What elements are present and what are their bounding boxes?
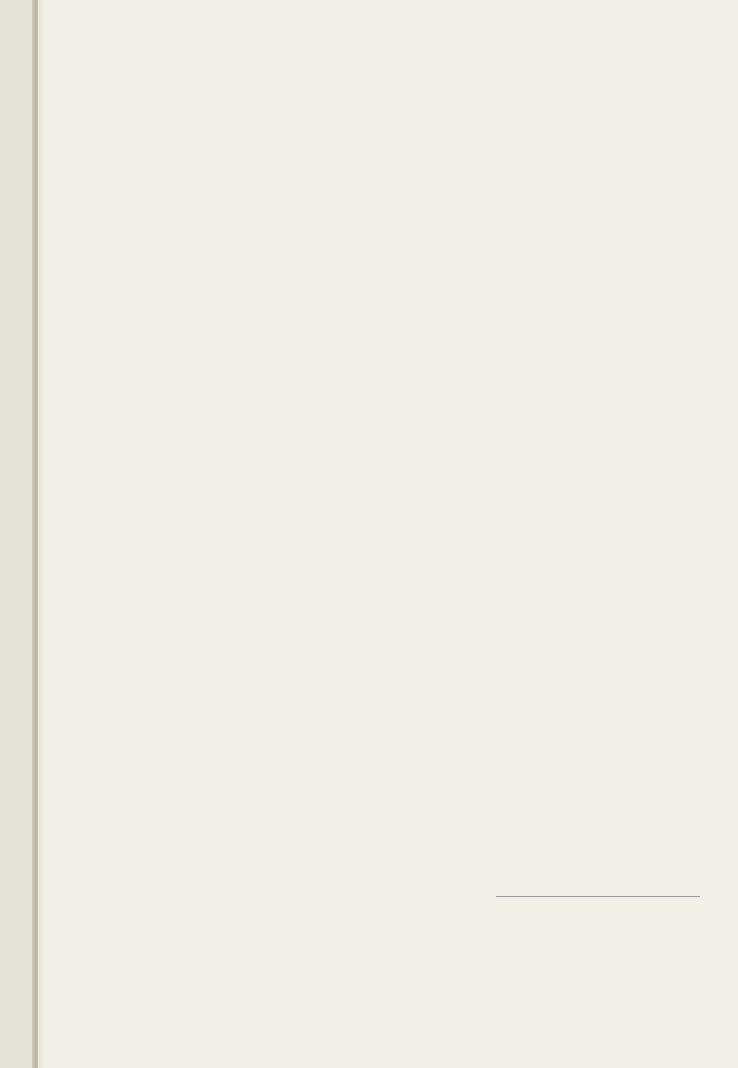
column-1 bbox=[62, 146, 268, 154]
previous-page-strip bbox=[0, 0, 38, 1068]
book-gutter bbox=[32, 0, 38, 1068]
column-end-rule bbox=[496, 896, 700, 897]
column-3 bbox=[496, 88, 700, 96]
page bbox=[42, 0, 738, 1068]
column-2 bbox=[277, 146, 482, 154]
